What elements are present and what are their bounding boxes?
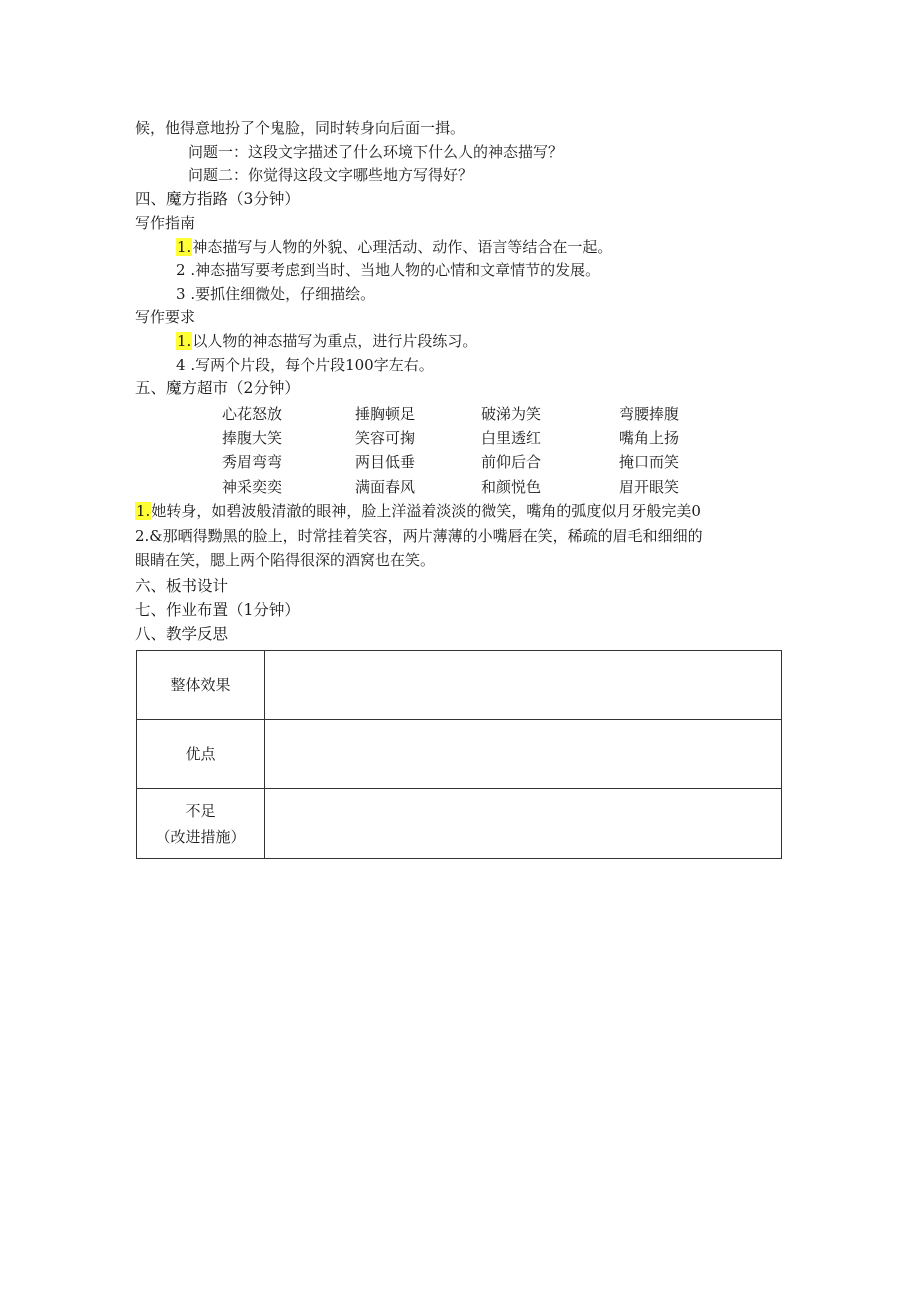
example-line-1	[135, 499, 701, 523]
idiom-word: 捧腹大笑	[222, 429, 283, 447]
highlight-number: 1.	[177, 238, 192, 256]
example-line-3: 眼睛在笑，腮上两个陷得很深的酒窝也在笑。	[135, 551, 436, 569]
requirement-item-1	[176, 329, 477, 353]
table-row	[137, 720, 782, 789]
shortcomings-label-line2: （改进措施）	[155, 827, 246, 846]
idiom-word: 秀眉弯弯	[222, 453, 283, 471]
idiom-word: 捶胸顿足	[355, 405, 416, 423]
table-row	[137, 651, 782, 720]
intro-continuation: 候，他得意地扮了个鬼脸，同时转身向后面一揖。	[135, 119, 466, 137]
writing-requirements-title: 写作要求	[135, 308, 196, 326]
idiom-word: 破涕为笑	[481, 405, 542, 423]
section-six-heading: 六、板书设计	[135, 577, 229, 595]
idiom-word: 两目低垂	[355, 453, 416, 471]
idiom-word: 笑容可掬	[355, 429, 416, 447]
requirement-item-2	[176, 353, 434, 377]
requirement-item-1-text: 以人物的神态描写为重点，进行片段练习。	[192, 332, 478, 350]
requirement-item-2-number: 4	[176, 356, 186, 374]
idiom-word: 弯腰捧腹	[619, 405, 680, 423]
overall-effect-label: 整体效果	[137, 651, 265, 720]
writing-guide-title: 写作指南	[135, 214, 196, 232]
guide-item-1	[176, 235, 612, 259]
idiom-word: 白里透红	[481, 429, 542, 447]
guide-item-3-number: 3	[176, 285, 186, 303]
idiom-word: 嘴角上扬	[619, 429, 680, 447]
section-seven-heading: 七、作业布置（1分钟）	[135, 601, 300, 619]
shortcomings-label-line1: 不足	[185, 801, 216, 820]
idiom-word: 神采奕奕	[222, 478, 283, 496]
guide-item-3	[176, 282, 375, 306]
section-four-heading: 四、魔方指路（3分钟）	[135, 190, 300, 208]
guide-item-1-text: 神态描写与人物的外貌、心理活动、动作、语言等结合在一起。	[192, 238, 613, 256]
idiom-word: 前仰后合	[481, 453, 542, 471]
strengths-label: 优点	[137, 720, 265, 789]
idiom-word: 眉开眼笑	[619, 478, 680, 496]
guide-item-2	[176, 258, 600, 282]
reflection-table	[136, 650, 782, 859]
idiom-word: 和颜悦色	[481, 478, 542, 496]
shortcomings-cell[interactable]	[265, 789, 782, 859]
example-line-1-text: 她转身，如碧波般清澈的眼神，脸上洋溢着淡淡的微笑，嘴角的弧度似月牙般完美0	[151, 502, 701, 520]
requirement-item-2-text: .写两个片段，每个片段100字左右。	[185, 356, 434, 374]
section-five-heading: 五、魔方超市（2分钟）	[135, 379, 300, 397]
shortcomings-label	[137, 789, 265, 859]
highlight-number: 1.	[177, 332, 192, 350]
highlight-number: 1.	[136, 502, 151, 520]
question-two: 问题二：你觉得这段文字哪些地方写得好？	[188, 166, 474, 184]
idiom-word: 掩口而笑	[619, 453, 680, 471]
idiom-word: 满面春风	[355, 478, 416, 496]
guide-item-2-text: .神态描写要考虑到当时、当地人物的心情和文章情节的发展。	[185, 261, 601, 279]
question-one: 问题一：这段文字描述了什么环境下什么人的神态描写？	[188, 143, 564, 161]
section-eight-heading: 八、教学反思	[135, 625, 229, 643]
example-line-2: 2.&那晒得黝黑的脸上，时常挂着笑容，两片薄薄的小嘴唇在笑，稀疏的眉毛和细细的	[135, 527, 703, 545]
guide-item-3-text: .要抓住细微处，仔细描绘。	[185, 285, 376, 303]
guide-item-2-number: 2	[176, 261, 186, 279]
overall-effect-cell[interactable]	[265, 651, 782, 720]
strengths-cell[interactable]	[265, 720, 782, 789]
table-row	[137, 789, 782, 859]
idiom-word: 心花怒放	[222, 405, 283, 423]
